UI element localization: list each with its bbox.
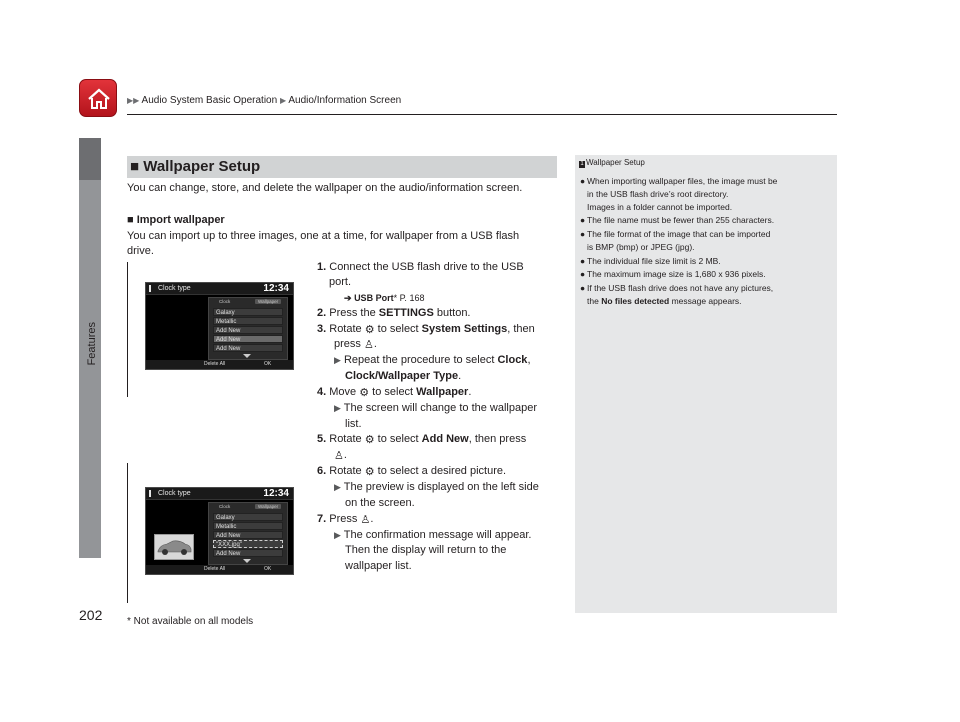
screen-header: [146, 488, 293, 500]
breadcrumb: [127, 95, 401, 106]
note-item-cont: in the USB flash drive’s root directory.: [587, 189, 729, 199]
screen-mockup: [145, 487, 294, 575]
screen-illustration: [127, 463, 305, 603]
screen-title: Clock type: [158, 490, 191, 497]
wallpaper-panel: [208, 297, 288, 360]
note-item: ● When importing wallpaper files, the image must be: [580, 176, 778, 186]
selector-knob-icon: ⚙: [364, 434, 375, 446]
bullet-icon: ●: [580, 283, 586, 293]
screen-title: Clock type: [158, 285, 191, 292]
step-6: 6. Rotate ⚙ to select a desired picture.: [317, 465, 507, 478]
wallpaper-item[interactable]: Galaxy: [213, 308, 283, 316]
result-arrow-icon: ▶: [334, 530, 341, 540]
wallpaper-item-selected[interactable]: "XXX.jpg": [213, 540, 283, 548]
step-3: 3. Rotate ⚙ to select System Settings, then: [317, 323, 535, 336]
panel-tabs: [213, 299, 285, 306]
selector-knob-icon: ⚙: [364, 466, 375, 478]
tab-clock[interactable]: Clock: [219, 504, 231, 509]
wallpaper-item[interactable]: Metallic: [213, 522, 283, 530]
delete-all-button[interactable]: Delete All: [204, 361, 226, 367]
cross-reference[interactable]: ➔ USB Port* P. 168: [344, 293, 425, 303]
result-arrow-icon: ▶: [334, 403, 341, 413]
page-number: 202: [79, 607, 103, 623]
breadcrumb-arrow-icon: ▶: [279, 96, 287, 105]
step-3-cont: press ♙.: [334, 338, 377, 351]
note-item: ● The individual file size limit is 2 MB.: [580, 256, 721, 266]
note-item-cont: the No files detected message appears.: [587, 296, 742, 306]
wallpaper-preview: [154, 534, 194, 560]
step-4-sub-cont: list.: [345, 418, 362, 430]
step-1: 1. Connect the USB flash drive to the USB: [317, 261, 524, 273]
import-body-line: You can import up to three images, one at a time, for wallpaper from a USB flash: [127, 230, 520, 242]
wallpaper-panel: [208, 502, 288, 565]
import-body-line: drive.: [127, 245, 154, 257]
ok-button[interactable]: OK: [264, 361, 272, 367]
step-7: 7. Press ♙.: [317, 513, 374, 526]
screen-illustration: [127, 262, 305, 397]
wallpaper-item[interactable]: Add New: [213, 344, 283, 352]
wallpaper-item[interactable]: Add New: [213, 531, 283, 539]
step-3-sub-cont: Clock/Wallpaper Type.: [345, 370, 462, 382]
bullet-icon: ●: [580, 229, 586, 239]
tab-clock[interactable]: Clock: [219, 299, 231, 304]
screen-clock: 12:34: [263, 283, 289, 294]
note-marker-icon: 1: [580, 161, 584, 167]
press-knob-icon: ♙: [363, 339, 374, 351]
step-4: 4. Move ⚙ to select Wallpaper.: [317, 386, 472, 399]
notes-heading: 1 Wallpaper Setup: [580, 158, 645, 167]
bullet-icon: ●: [580, 176, 586, 186]
breadcrumb-arrow-icon: ▶▶: [127, 96, 140, 105]
selector-knob-icon: ⚙: [364, 324, 375, 336]
wallpaper-item[interactable]: Add New: [213, 549, 283, 557]
screen-mockup: [145, 282, 294, 370]
wallpaper-item[interactable]: Galaxy: [213, 513, 283, 521]
step-5-cont: ♙.: [334, 449, 347, 462]
delete-all-button[interactable]: Delete All: [204, 566, 226, 572]
reference-arrow-icon: ➔: [344, 293, 352, 303]
car-image-icon: [155, 535, 193, 559]
press-knob-icon: ♙: [360, 514, 371, 526]
step-5: 5. Rotate ⚙ to select Add New, then press: [317, 433, 527, 446]
wallpaper-item[interactable]: Add New: [213, 326, 283, 334]
wallpaper-item[interactable]: Metallic: [213, 317, 283, 325]
step-4-sub: ▶ The screen will change to the wallpaper: [334, 402, 538, 414]
note-item: ● The file format of the image that can be imported: [580, 229, 771, 239]
step-2: 2. Press the SETTINGS button.: [317, 307, 471, 319]
step-7-sub-cont: wallpaper list.: [345, 560, 412, 572]
import-heading: ■ Import wallpaper: [127, 214, 225, 226]
tab-wallpaper[interactable]: Wallpaper: [255, 299, 281, 304]
note-item: ● The maximum image size is 1,680 x 936 pixels.: [580, 269, 766, 279]
intro-text: You can change, store, and delete the wallpaper on the audio/information screen.: [127, 182, 523, 194]
note-item-cont: Images in a folder cannot be imported.: [587, 202, 733, 212]
screen-clock: 12:34: [263, 488, 289, 499]
footnote: * Not available on all models: [127, 616, 254, 627]
step-3-sub: ▶ Repeat the procedure to select Clock,: [334, 354, 531, 366]
home-icon: [86, 86, 112, 112]
step-6-sub: ▶ The preview is displayed on the left side: [334, 481, 539, 493]
press-knob-icon: ♙: [334, 450, 344, 462]
breadcrumb-item[interactable]: Audio/Information Screen: [288, 95, 402, 106]
result-arrow-icon: ▶: [334, 482, 341, 492]
screen-footer: [146, 360, 293, 369]
info-icon: [149, 285, 151, 292]
step-1-cont: port.: [329, 276, 352, 288]
screen-footer: [146, 565, 293, 574]
bullet-icon: ●: [580, 215, 586, 225]
result-arrow-icon: ▶: [334, 355, 341, 365]
note-item: ● The file name must be fewer than 255 characters.: [580, 215, 775, 225]
home-button[interactable]: [79, 79, 117, 117]
header-divider: [127, 114, 837, 115]
note-item: ● If the USB flash drive does not have any pictures,: [580, 283, 774, 293]
ok-button[interactable]: OK: [264, 566, 272, 572]
step-7-sub-cont: Then the display will return to the: [345, 544, 507, 556]
chapter-label: Features: [86, 322, 98, 366]
tab-wallpaper[interactable]: Wallpaper: [255, 504, 281, 509]
breadcrumb-item[interactable]: Audio System Basic Operation: [141, 95, 278, 106]
section-title: ■ Wallpaper Setup: [130, 158, 261, 175]
step-7-sub: ▶ The confirmation message will appear.: [334, 529, 532, 541]
chapter-tab-marker: [79, 138, 101, 180]
step-6-sub-cont: on the screen.: [345, 497, 415, 509]
wallpaper-item-selected[interactable]: Add New: [213, 335, 283, 343]
bullet-icon: ●: [580, 256, 586, 266]
move-knob-icon: ⚙: [359, 387, 370, 399]
note-item-cont: is BMP (bmp) or JPEG (jpg).: [587, 242, 695, 252]
screen-header: [146, 283, 293, 295]
scroll-down-icon: [243, 559, 251, 563]
bullet-icon: ●: [580, 269, 586, 279]
scroll-down-icon: [243, 354, 251, 358]
info-icon: [149, 490, 151, 497]
panel-tabs: [213, 504, 285, 511]
